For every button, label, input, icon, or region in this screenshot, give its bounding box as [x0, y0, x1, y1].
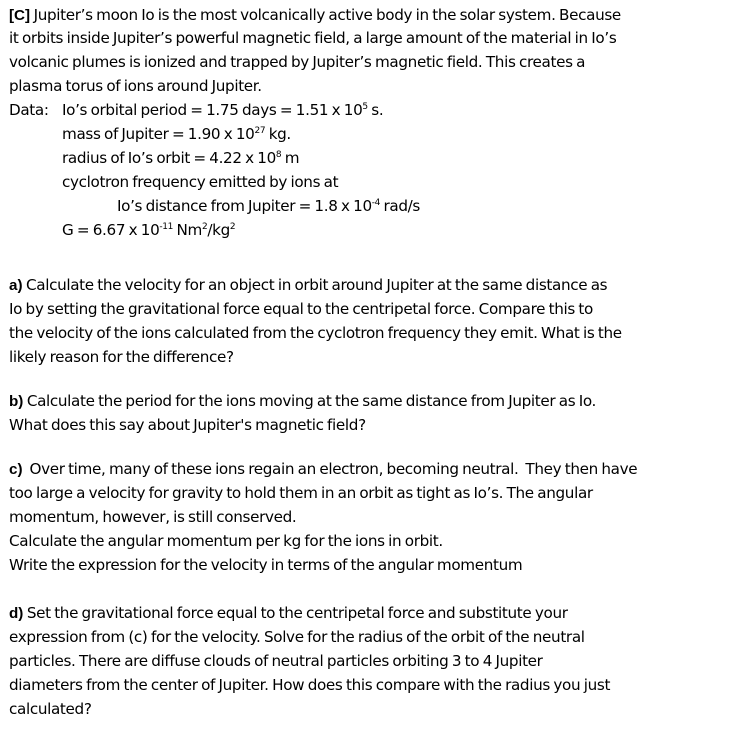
data-label: Data:	[9, 101, 49, 119]
exponent: 27	[254, 126, 266, 136]
value-text: Io’s orbital period = 1.75 days = 1.51 x 10	[62, 101, 363, 119]
question-label: d)	[9, 605, 24, 622]
section-label: [C]	[9, 7, 31, 24]
unit-text: /kg	[207, 221, 230, 239]
question-line	[9, 458, 637, 481]
question-line: Io by setting the gravitational force equal to the centripetal force. Compare this to	[9, 300, 593, 318]
unit-text: m	[281, 149, 300, 167]
question-line	[9, 274, 607, 297]
unit-text: rad/s	[380, 197, 420, 215]
data-gravity-constant	[62, 219, 235, 242]
intro-line: plasma torus of ions around Jupiter.	[9, 77, 262, 95]
data-cyclotron-frequency	[117, 195, 420, 218]
data-orbital-period	[62, 99, 383, 122]
question-line: expression from (c) for the velocity. Solve for the radius of the orbit of the neutral	[9, 628, 585, 646]
exponent: 8	[275, 150, 282, 160]
value-text: mass of Jupiter = 1.90 x 10	[62, 125, 255, 143]
value-text: G = 6.67 x 10	[62, 221, 160, 239]
question-line: too large a velocity for gravity to hold them in an orbit as tight as Io’s. The angular	[9, 484, 593, 502]
unit-text: kg.	[265, 125, 291, 143]
exponent: 5	[362, 102, 368, 112]
question-line	[9, 602, 568, 625]
question-line: likely reason for the difference?	[9, 348, 234, 366]
question-line: momentum, however, is still conserved.	[9, 508, 297, 526]
question-line: What does this say about Jupiter's magnetic field?	[9, 416, 366, 434]
question-text: Set the gravitational force equal to the centripetal force and substitute your	[23, 604, 568, 622]
question-label: c)	[9, 461, 23, 478]
question-text: Calculate the period for the ions moving at the same distance from Jupiter as Io.	[23, 392, 597, 410]
intro-line: volcanic plumes is ionized and trapped by Jupiter’s magnetic field. This creates a	[9, 53, 586, 71]
question-label: b)	[9, 393, 24, 410]
unit-text: Nm	[173, 221, 202, 239]
exponent: -4	[371, 198, 381, 208]
unit-text: s.	[367, 101, 384, 119]
intro-text: Jupiter’s moon Io is the most volcanically active body in the solar system. Because	[30, 6, 621, 24]
data-jupiter-mass	[62, 123, 291, 146]
exponent: 2	[229, 222, 236, 232]
value-text: Io’s distance from Jupiter = 1.8 x 10	[117, 197, 372, 215]
question-line: diameters from the center of Jupiter. How does this compare with the radius you just	[9, 676, 611, 694]
question-line: the velocity of the ions calculated from the cyclotron frequency they emit. What is the	[9, 324, 622, 342]
exponent: -11	[159, 222, 174, 232]
question-line: particles. There are diffuse clouds of neutral particles orbiting 3 to 4 Jupiter	[9, 652, 543, 670]
data-orbit-radius	[62, 147, 299, 170]
question-line	[9, 390, 596, 413]
data-cyclotron-label: cyclotron frequency emitted by ions at	[62, 173, 339, 191]
question-line: calculated?	[9, 700, 92, 718]
exponent: 2	[201, 222, 208, 232]
question-line: Write the expression for the velocity in terms of the angular momentum	[9, 556, 523, 574]
value-text: radius of Io’s orbit = 4.22 x 10	[62, 149, 276, 167]
question-label: a)	[9, 277, 23, 294]
question-line: Calculate the angular momentum per kg for the ions in orbit.	[9, 532, 443, 550]
question-text: Calculate the velocity for an object in orbit around Jupiter at the same distance as	[22, 276, 608, 294]
question-text: Over time, many of these ions regain an electron, becoming neutral. They then have	[22, 460, 638, 478]
intro-line: it orbits inside Jupiter’s powerful magnetic field, a large amount of the material in Io’s	[9, 29, 617, 47]
intro-line	[9, 4, 621, 27]
